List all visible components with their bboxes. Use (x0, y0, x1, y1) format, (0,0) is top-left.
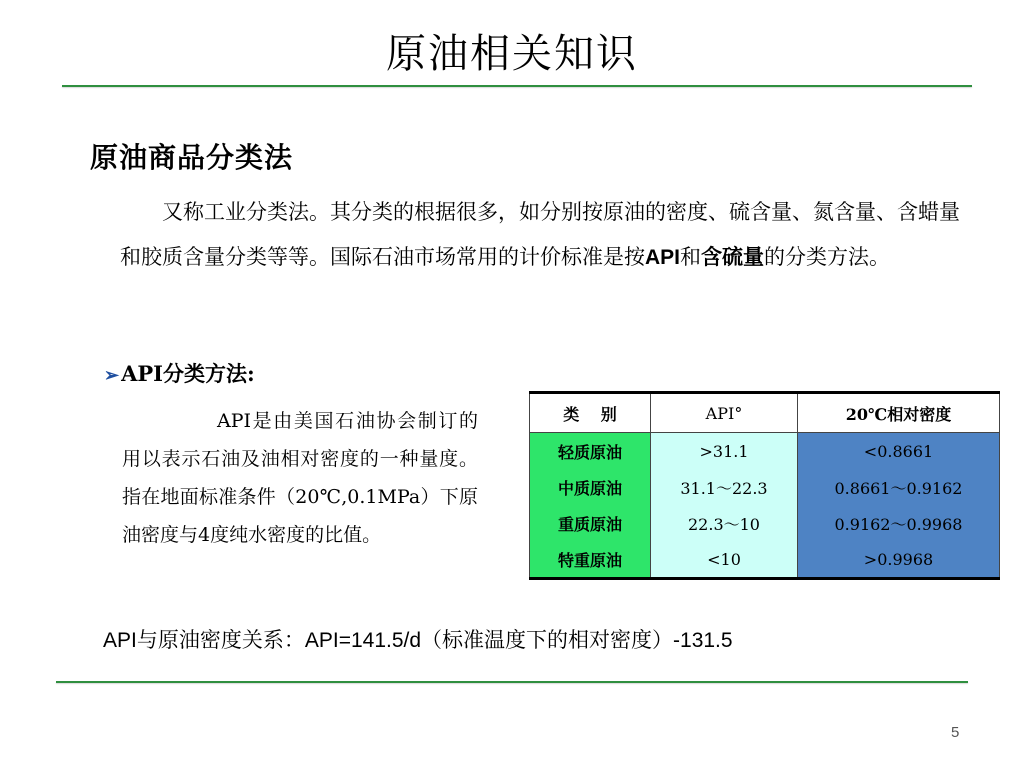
cell-category: 重质原油 (530, 505, 651, 541)
intro-paragraph (120, 190, 960, 280)
intro-text: 又称工业分类法。其分类的根据很多，如分别按原油的密度、硫含量、氮含量、含蜡量和胶质含量分类等等。国际石油市场常用的计价标准是按 (120, 200, 960, 269)
cell-api: 31.1～22.3 (651, 469, 798, 505)
api-classification-table (529, 391, 1000, 580)
section-heading: 原油商品分类法 (90, 141, 294, 174)
header-api: API° (651, 393, 798, 433)
intro-conjunction: 和 (680, 245, 702, 269)
intro-bold-api: API (645, 246, 681, 269)
api-description (122, 402, 478, 554)
footer-divider (56, 681, 968, 683)
table-row (530, 469, 1000, 505)
intro-text-end: 的分类方法。 (764, 245, 891, 269)
intro-bold-sulfur: 含硫量 (701, 246, 765, 269)
table-row (530, 433, 1000, 470)
table-row (530, 505, 1000, 541)
cell-category: 特重原油 (530, 541, 651, 579)
cell-category: 中质原油 (530, 469, 651, 505)
bullet-heading (104, 358, 255, 388)
slide-title: 原油相关知识 (386, 31, 638, 77)
cell-density: 0.9162～0.9968 (798, 505, 1000, 541)
cell-density: 0.8661～0.9162 (798, 469, 1000, 505)
cell-density: <0.8661 (798, 433, 1000, 470)
cell-density: >0.9968 (798, 541, 1000, 579)
cell-api: >31.1 (651, 433, 798, 470)
cell-api: <10 (651, 541, 798, 579)
table-header-row (530, 393, 1000, 433)
cell-category: 轻质原油 (530, 433, 651, 470)
page-number: 5 (951, 724, 960, 741)
title-divider (62, 85, 972, 87)
bullet-heading-text: API分类方法: (121, 361, 255, 386)
table-row (530, 541, 1000, 579)
header-density: 20℃相对密度 (798, 393, 1000, 433)
api-description-text: API是由美国石油协会制订的用以表示石油及油相对密度的一种量度。指在地面标准条件（20℃,0.1MPa）下原油密度与4度纯水密度的比值。 (122, 410, 478, 546)
cell-api: 22.3～10 (651, 505, 798, 541)
api-formula: API与原油密度关系：API=141.5/d（标准温度下的相对密度）-131.5 (103, 629, 733, 652)
header-category: 类 别 (530, 393, 651, 433)
arrow-right-icon: ➢ (104, 365, 120, 386)
